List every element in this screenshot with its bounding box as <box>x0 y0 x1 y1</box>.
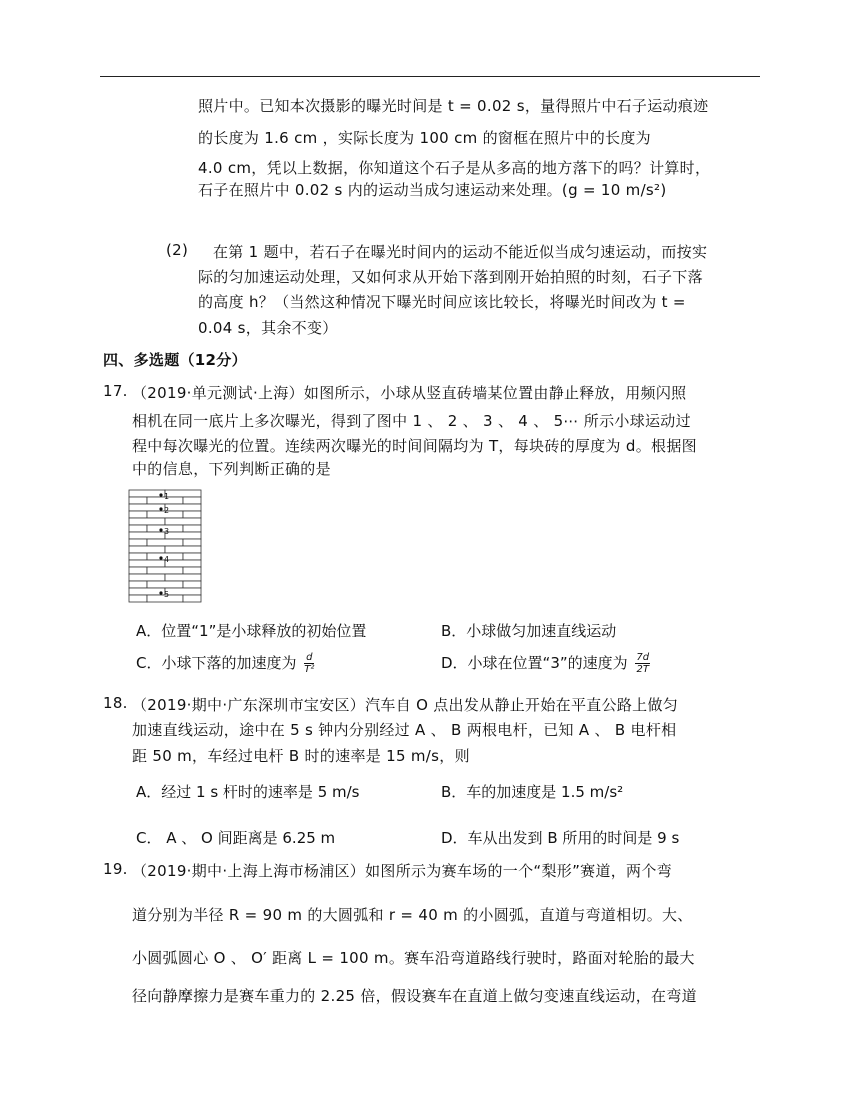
ball-position-dot <box>159 528 162 531</box>
ball-position-label: 5 <box>164 590 170 599</box>
brick <box>129 525 147 532</box>
q17-option-b: B．小球做匀加速直线运动 <box>441 622 617 640</box>
brick <box>183 581 201 588</box>
q17-option-d-text: D．小球在位置“3”的速度为 <box>441 654 628 672</box>
brick <box>129 581 147 588</box>
q18-option-d: D．车从出发到 B 所用的时间是 9 s <box>441 829 680 847</box>
brick <box>129 539 147 546</box>
brick <box>129 511 147 518</box>
brick <box>183 595 201 602</box>
ball-position-label: 2 <box>164 506 170 515</box>
section-title: 四、多选题（12分） <box>103 351 247 369</box>
q19-line-2: 道分别为半径 R = 90 m 的大圆弧和 r = 40 m 的小圆弧，直道与弯道相切。大、 <box>132 906 693 924</box>
q18-line-3: 距 50 m，车经过电杆 B 时的速率是 15 m/s，则 <box>132 747 470 765</box>
brick <box>183 525 201 532</box>
brick <box>129 574 165 581</box>
q16-part2-number: (2) <box>166 241 189 259</box>
brick <box>165 490 201 497</box>
brick <box>129 553 147 560</box>
q17-option-c-numerator: d <box>306 652 313 663</box>
ball-position-label: 1 <box>164 492 170 501</box>
brick <box>129 497 147 504</box>
q17-option-c-text: C．小球下落的加速度为 <box>136 654 297 672</box>
q19-line-3: 小圆弧圆心 O 、 O′ 距离 L = 100 m。赛车沿弯道路线行驶时，路面对轮胎的最大 <box>132 949 695 967</box>
ball-position-dot <box>159 556 162 559</box>
q18-line-2: 加速直线运动，途中在 5 s 钟内分别经过 A 、 B 两根电杆，已知 A 、 B 电杆相 <box>132 721 677 739</box>
brick <box>129 560 165 567</box>
brick <box>183 511 201 518</box>
brick <box>147 539 183 546</box>
q17-option-d-numerator: 7d <box>636 652 650 663</box>
brick <box>165 588 201 595</box>
q18-line-1: （2019·期中·广东深圳市宝安区）汽车自 O 点出发从静止开始在平直公路上做匀 <box>132 696 679 714</box>
q16-line-2: 的长度为 1.6 cm ，实际长度为 100 cm 的窗框在照片中的长度为 <box>198 129 651 147</box>
brick <box>165 518 201 525</box>
brick <box>183 567 201 574</box>
q17-line-3: 程中每次曝光的位置。连续两次曝光的时间间隔均为 T，每块砖的厚度为 d。根据图 <box>132 437 697 455</box>
header-rule <box>100 76 760 77</box>
q18-option-b: B．车的加速度是 1.5 m/s² <box>441 783 624 801</box>
ball-position-dot <box>159 591 162 594</box>
q17-option-c-fraction <box>304 652 314 675</box>
brick <box>129 504 165 511</box>
q17-option-d-fraction <box>635 652 650 675</box>
brick <box>165 546 201 553</box>
brick <box>129 567 147 574</box>
brick <box>129 518 165 525</box>
q19-line-1: （2019·期中·上海上海市杨浦区）如图所示为赛车场的一个“梨形”赛道，两个弯 <box>132 862 672 880</box>
brick <box>165 574 201 581</box>
q18-option-c: C． A 、 O 间距离是 6.25 m <box>136 829 336 847</box>
ball-position-dot <box>159 493 162 496</box>
brick <box>183 539 201 546</box>
q19-line-4: 径向静摩擦力是赛车重力的 2.25 倍，假设赛车在直道上做匀变速直线运动，在弯道 <box>132 987 697 1005</box>
q17-option-d-denominator: 2T <box>636 664 650 675</box>
q18-number: 18. <box>103 694 128 712</box>
brick <box>147 567 183 574</box>
q16-part2-line-4: 0.04 s，其余不变） <box>198 319 338 337</box>
ball-position-label: 3 <box>164 527 170 536</box>
brick <box>129 595 147 602</box>
brick <box>183 497 201 504</box>
brick <box>183 553 201 560</box>
q16-line-4: 石子在照片中 0.02 s 内的运动当成匀速运动来处理。(g = 10 m/s²) <box>198 181 667 199</box>
q17-option-c <box>136 652 317 675</box>
q17-line-1: （2019·单元测试·上海）如图所示，小球从竖直砖墙某位置由静止释放，用频闪照 <box>132 384 687 402</box>
q18-option-a: A．经过 1 s 杆时的速率是 5 m/s <box>136 783 360 801</box>
q17-line-2: 相机在同一底片上多次曝光，得到了图中 1 、 2 、 3 、 4 、 5⋯ 所示小球运动过 <box>132 412 691 430</box>
q17-line-4: 中的信息，下列判断正确的是 <box>132 460 331 478</box>
q16-line-3: 4.0 cm，凭以上数据，你知道这个石子是从多高的地方落下的吗？计算时， <box>198 159 711 177</box>
q16-part2-line-3: 的高度 h？（当然这种情况下曝光时间应该比较长，将曝光时间改为 t = <box>198 293 686 311</box>
brick <box>165 532 201 539</box>
brick <box>129 490 165 497</box>
q16-line-1: 照片中。已知本次摄影的曝光时间是 t = 0.02 s，量得照片中石子运动痕迹 <box>198 97 709 115</box>
brick <box>165 560 201 567</box>
q16-part2-line-2: 际的匀加速运动处理，又如何求从开始下落到刚开始拍照的时刻，石子下落 <box>198 268 703 286</box>
brick-wall-figure <box>128 489 202 607</box>
q16-part2-line-1: 在第 1 题中，若石子在曝光时间内的运动不能近似当成匀速运动，而按实 <box>213 243 708 261</box>
q19-number: 19. <box>103 860 128 878</box>
ball-position-dot <box>159 507 162 510</box>
q17-option-a: A．位置“1”是小球释放的初始位置 <box>136 622 367 640</box>
brick <box>165 504 201 511</box>
ball-position-label: 4 <box>164 555 170 564</box>
q17-option-c-denominator: T² <box>304 664 315 675</box>
q17-option-d <box>441 652 653 675</box>
brick <box>147 581 183 588</box>
brick <box>129 546 165 553</box>
brick <box>129 588 165 595</box>
q17-number: 17. <box>103 382 128 400</box>
brick <box>129 532 165 539</box>
